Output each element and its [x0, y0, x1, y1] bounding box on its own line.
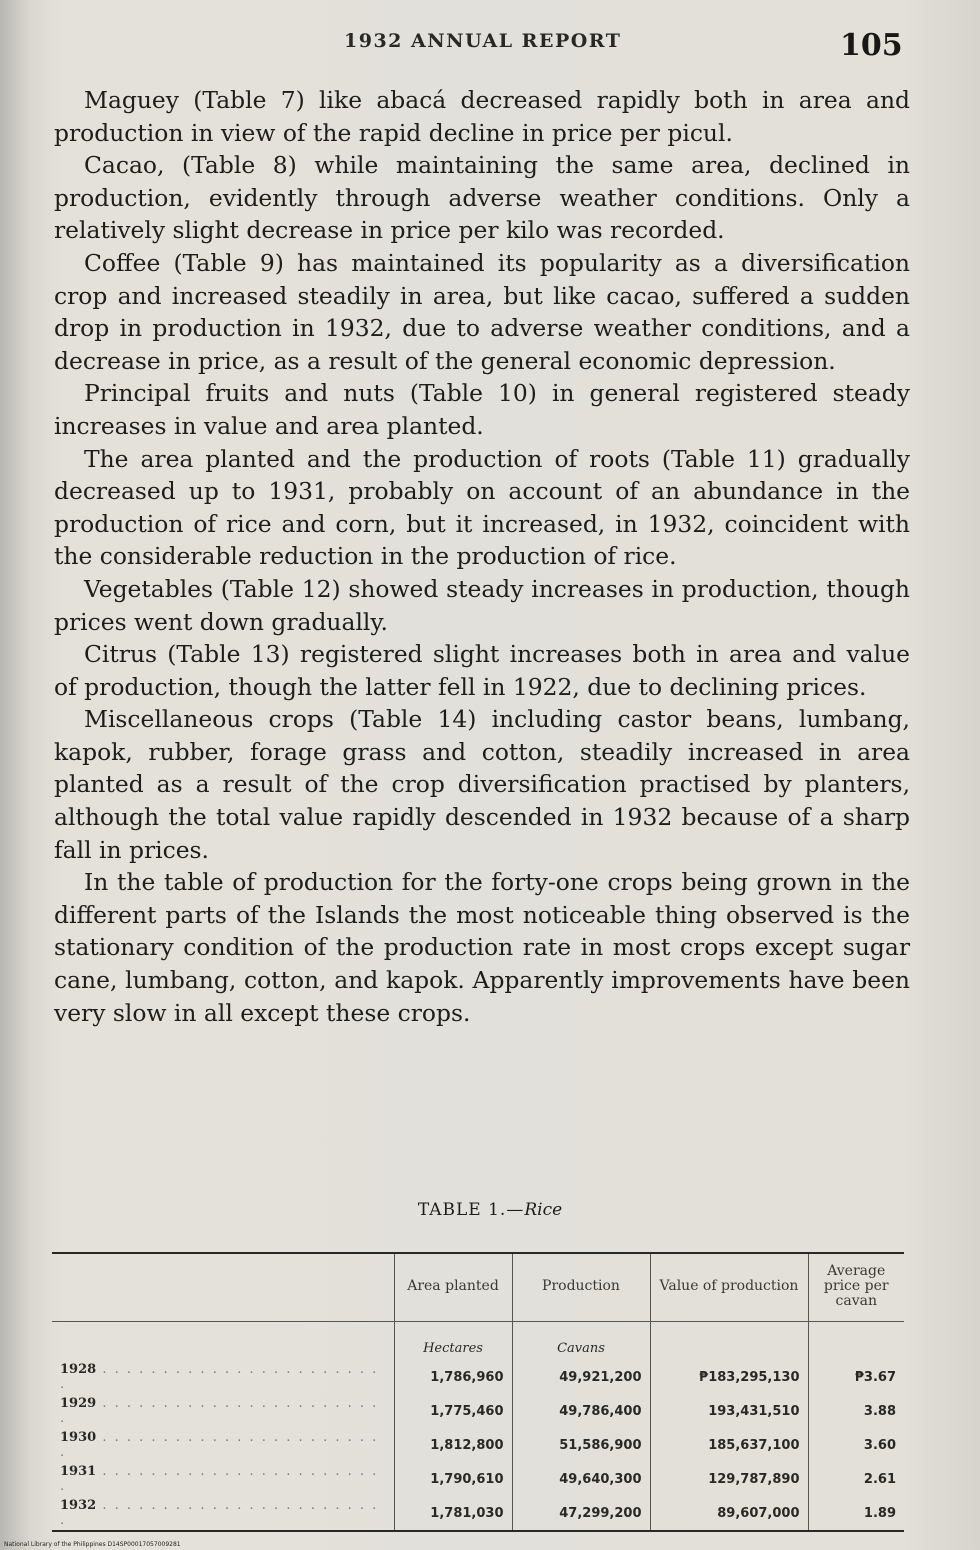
- table-row: 1929 . . . . . . . . . . . . . . . . . . . . . . . . 1,775,460 49,786,400 193,431,510 3.88: [52, 1394, 904, 1428]
- cell-area: 1,775,460: [394, 1394, 512, 1428]
- table-row: 1931 . . . . . . . . . . . . . . . . . . . . . . . . 1,790,610 49,640,300 129,787,890 2.61: [52, 1462, 904, 1496]
- cell-production: 51,586,900: [512, 1428, 650, 1462]
- table-header-area: Area planted: [394, 1253, 512, 1322]
- page-number: 105: [840, 28, 903, 63]
- scan-footer: National Library of the Philippines D14SP00017057009281: [4, 1541, 181, 1548]
- table-units-row: [52, 1322, 904, 1361]
- paragraph-cacao: Cacao, (Table 8) while maintaining the same area, declined in production, evidently through adverse weather conditions. Only a relatively slight decrease in price per kilo was recorded.: [54, 151, 910, 245]
- table-header-price: Average price per cavan: [808, 1253, 904, 1322]
- table-row: 1930 . . . . . . . . . . . . . . . . . . . . . . . . 1,812,800 51,586,900 185,637,100 3.60: [52, 1428, 904, 1462]
- cell-area: 1,781,030: [394, 1496, 512, 1531]
- paragraph-coffee: Coffee (Table 9) has maintained its popularity as a diversification crop and increased steadily in area, but like cacao, suffered a sudden drop in production in 1932, due to adverse weather conditions, and a decrease in price, as a result of the general economic depression.: [54, 248, 910, 375]
- table-header-production: Production: [512, 1253, 650, 1322]
- unit-production: Cavans: [512, 1322, 650, 1361]
- row-year: 1930: [60, 1430, 97, 1445]
- table-row: 1932 . . . . . . . . . . . . . . . . . . . . . . . . 1,781,030 47,299,200 89,607,000 1.89: [52, 1496, 904, 1531]
- body-text: [54, 84, 910, 1029]
- cell-production: 49,921,200: [512, 1360, 650, 1394]
- cell-production: 47,299,200: [512, 1496, 650, 1531]
- paragraph-miscellaneous: Miscellaneous crops (Table 14) including castor beans, lumbang, kapok, rubber, forage grass and cotton, steadily increased in area planted as a result of the crop diversification practised by planters, although the total value rapidly descended in 1932 because of a sharp fall in prices.: [54, 705, 910, 864]
- paragraph-production-table: In the table of production for the forty-one crops being grown in the different parts of the Islands the most noticeable thing observed is the stationary condition of the production rate in most crops except sugar cane, lumbang, cotton, and kapok. Apparently improvements have been very slow in all except these crops.: [54, 868, 910, 1027]
- cell-area: 1,812,800: [394, 1428, 512, 1462]
- cell-production: 49,786,400: [512, 1394, 650, 1428]
- paragraph-vegetables: Vegetables (Table 12) showed steady increases in production, though prices went down gradually.: [54, 574, 910, 636]
- row-year: 1928: [60, 1362, 97, 1377]
- table-caption-prefix: TABLE 1.—: [417, 1200, 525, 1220]
- cell-price: 2.61: [808, 1462, 904, 1496]
- cell-production: 49,640,300: [512, 1462, 650, 1496]
- table-header-stub: [52, 1253, 394, 1322]
- cell-value: 89,607,000: [650, 1496, 808, 1531]
- cell-price: 1.89: [808, 1496, 904, 1531]
- row-year: 1931: [60, 1464, 97, 1479]
- cell-price: 3.88: [808, 1394, 904, 1428]
- cell-price: 3.60: [808, 1428, 904, 1462]
- paragraph-roots: The area planted and the production of roots (Table 11) gradually decreased up to 1931, probably on account of an abundance in the production of rice and corn, but it increased, in 1932, coincident with the considerable reduction in the production of rice.: [54, 444, 910, 571]
- paragraph-citrus: Citrus (Table 13) registered slight increases both in area and value of production, though the latter fell in 1922, due to declining prices.: [54, 640, 910, 701]
- cell-value: ₱183,295,130: [650, 1360, 808, 1394]
- cell-area: 1,786,960: [394, 1360, 512, 1394]
- cell-area: 1,790,610: [394, 1462, 512, 1496]
- cell-value: 185,637,100: [650, 1428, 808, 1462]
- running-head: [0, 28, 980, 68]
- running-title: 1932 ANNUAL REPORT: [344, 30, 622, 52]
- cell-value: 129,787,890: [650, 1462, 808, 1496]
- rice-table: [52, 1252, 904, 1532]
- row-year: 1929: [60, 1396, 97, 1411]
- paragraph-maguey: Maguey (Table 7) like abacá decreased rapidly both in area and production in view of the rapid decline in price per picul.: [54, 86, 910, 147]
- cell-value: 193,431,510: [650, 1394, 808, 1428]
- paragraph-fruits-nuts: Principal fruits and nuts (Table 10) in general registered steady increases in value and area planted.: [54, 379, 910, 440]
- table-caption-title: Rice: [524, 1200, 563, 1220]
- row-year: 1932: [60, 1498, 97, 1513]
- table-header-row: [52, 1253, 904, 1322]
- table-caption: [0, 1200, 980, 1220]
- table-row: 1928 . . . . . . . . . . . . . . . . . . . . . . . . 1,786,960 49,921,200 ₱183,295,130 ₱3.67: [52, 1360, 904, 1394]
- unit-area: Hectares: [394, 1322, 512, 1361]
- unit-price: [808, 1322, 904, 1361]
- unit-value: [650, 1322, 808, 1361]
- cell-price: ₱3.67: [808, 1360, 904, 1394]
- table-header-value: Value of production: [650, 1253, 808, 1322]
